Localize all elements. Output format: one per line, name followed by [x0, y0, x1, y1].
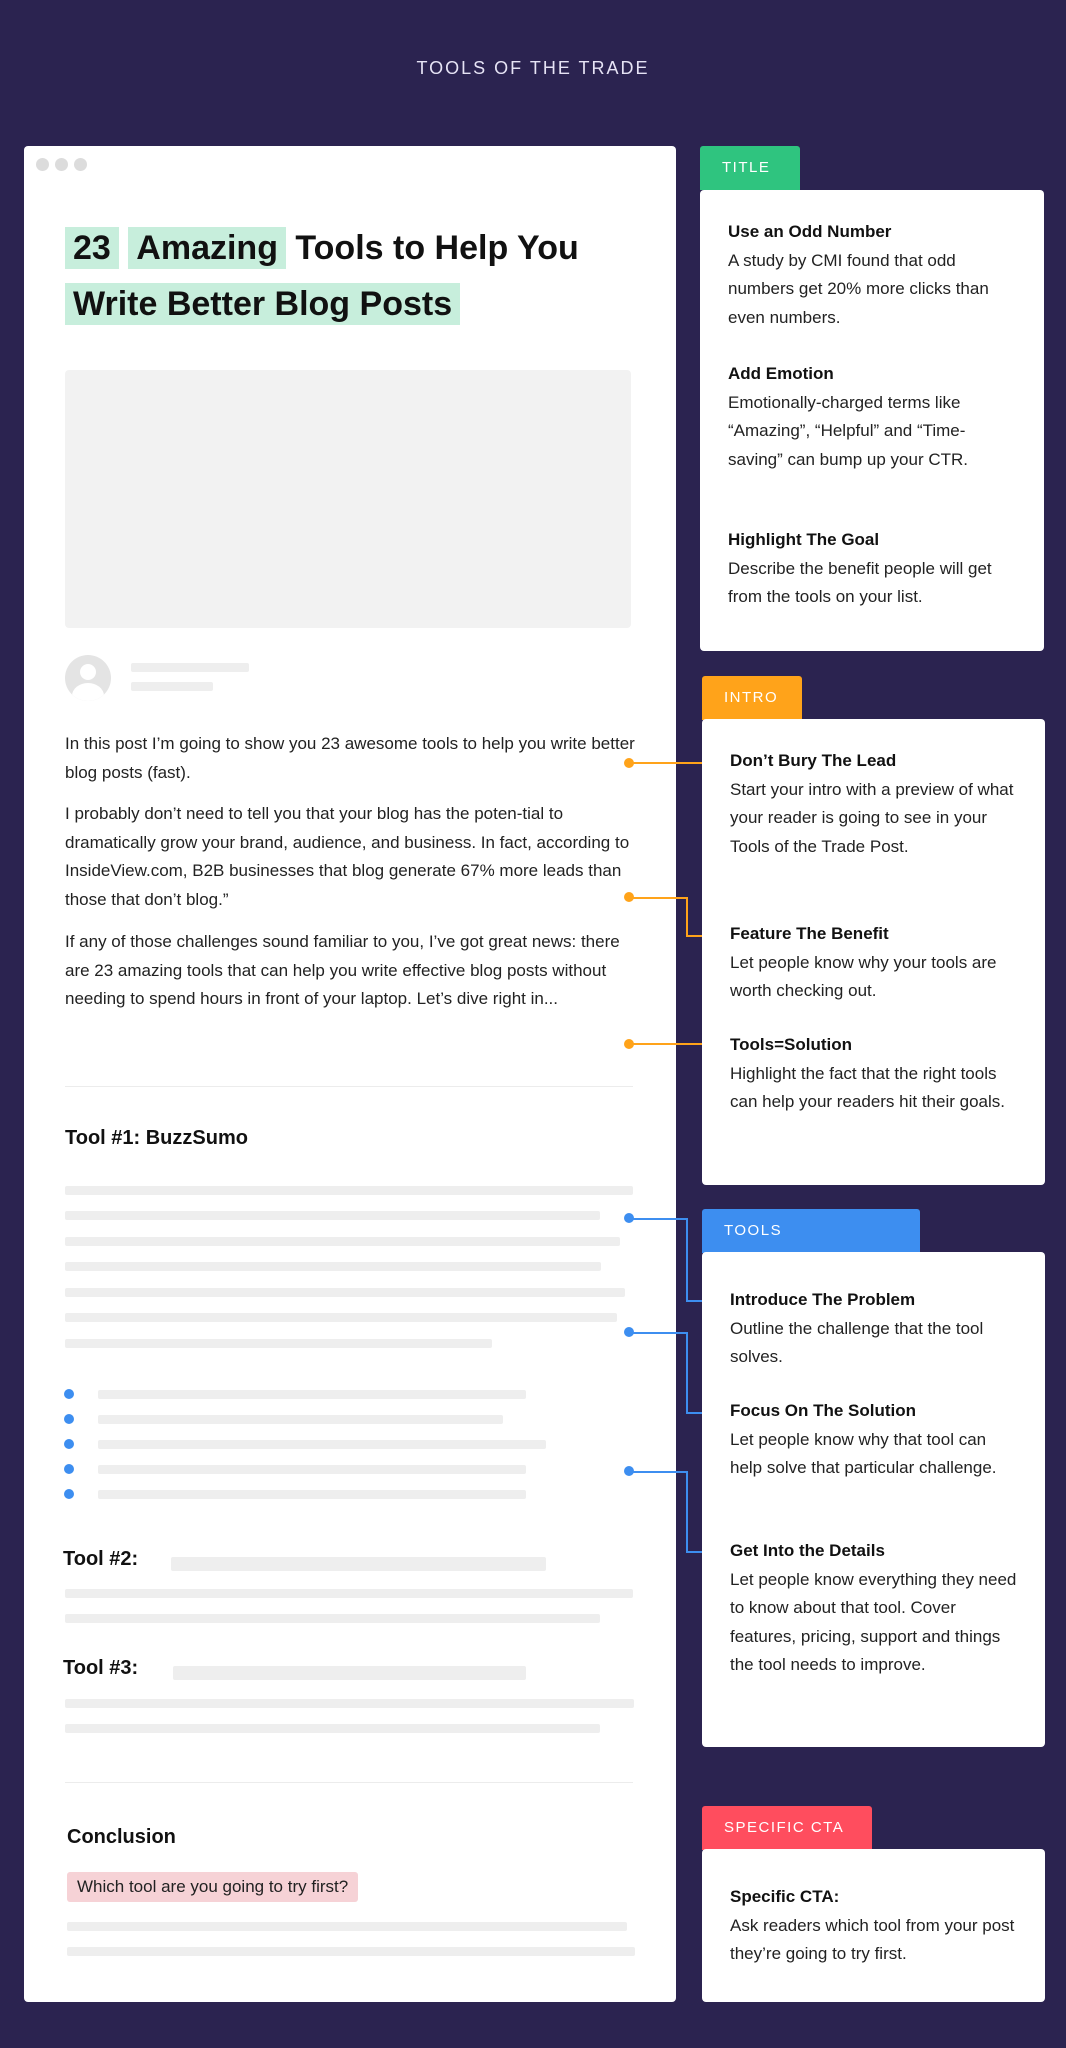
title-emotion-highlight: Amazing [128, 227, 286, 269]
text-line-placeholder [65, 1724, 600, 1733]
tool-2-heading: Tool #2: [63, 1548, 139, 1570]
title-number-highlight: 23 [65, 227, 119, 269]
list-line-placeholder [98, 1415, 503, 1424]
author-name-placeholder [131, 663, 249, 672]
tool-1-heading: Tool #1: BuzzSumo [65, 1127, 248, 1149]
tool-3-heading: Tool #3: [63, 1657, 139, 1679]
bullet [64, 1464, 74, 1474]
tools-connector-line [629, 1332, 687, 1334]
intro-connector-line [629, 897, 687, 899]
intro-item-text: Let people know why your tools are worth checking out. [730, 952, 997, 1000]
section-divider [65, 1782, 633, 1783]
tools-item-heading: Get Into the Details [730, 1541, 885, 1560]
bullet [64, 1439, 74, 1449]
tools-item-3 [730, 1537, 1021, 1680]
tool-name-placeholder [171, 1557, 546, 1571]
cta-annotation-card [702, 1849, 1045, 2002]
intro-annotation-card [702, 719, 1045, 1185]
title-item-heading: Highlight The Goal [728, 530, 880, 549]
tools-connector-line [686, 1412, 702, 1414]
text-line-placeholder [65, 1288, 625, 1297]
tools-connector-line [686, 1332, 688, 1414]
title-annotation-card [700, 190, 1044, 651]
intro-paragraph-1: In this post I’m going to show you 23 awesome tools to help you write better blog posts (fast). [65, 734, 635, 782]
intro-paragraph-2: I probably don’t need to tell you that your blog has the poten-tial to dramatically grow your brand, audience, and business. In fact, according to InsideView.com, B2B businesses that blog generate 67% more leads than those that don’t blog.” [65, 804, 630, 909]
tools-annotation-card [702, 1252, 1045, 1747]
cta-item-text: Ask readers which tool from your post they’re going to try first. [730, 1915, 1015, 1963]
conclusion-heading: Conclusion [67, 1826, 176, 1848]
title-item-2 [728, 360, 1020, 474]
page-header: TOOLS OF THE TRADE [416, 58, 650, 78]
bullet [64, 1489, 74, 1499]
title-tab: TITLE [700, 146, 800, 190]
post-title [65, 220, 579, 332]
title-item-3 [728, 526, 1020, 612]
intro-item-3 [730, 1031, 1021, 1117]
text-line-placeholder [65, 1614, 600, 1623]
tools-connector-line [686, 1471, 688, 1553]
intro-connector-line [686, 935, 702, 937]
intro-connector-line [686, 897, 688, 937]
cta-question-highlight: Which tool are you going to try first? [67, 1872, 358, 1902]
text-line-placeholder [67, 1922, 627, 1931]
tools-item-text: Let people know everything they need to know about that tool. Cover features, pricing, support and things the tool needs to improve. [730, 1569, 1017, 1674]
blog-post-mockup [24, 146, 676, 2002]
cta-tab: SPECIFIC CTA [702, 1806, 872, 1850]
tools-connector-line [686, 1218, 688, 1302]
tools-item-1 [730, 1286, 1021, 1372]
list-line-placeholder [98, 1390, 526, 1399]
tool-name-placeholder [173, 1666, 526, 1680]
title-item-1 [728, 218, 1020, 332]
section-divider [65, 1086, 633, 1087]
list-line-placeholder [98, 1440, 546, 1449]
text-line-placeholder [65, 1186, 633, 1195]
intro-item-heading: Don’t Bury The Lead [730, 751, 897, 770]
window-controls [36, 158, 93, 176]
tools-connector-line [629, 1471, 687, 1473]
text-line-placeholder [65, 1237, 620, 1246]
post-date-placeholder [131, 682, 213, 691]
tools-item-2 [730, 1397, 1021, 1483]
title-item-text: Describe the benefit people will get from the tools on your list. [728, 558, 992, 606]
list-line-placeholder [98, 1465, 526, 1474]
text-line-placeholder [65, 1211, 600, 1220]
cta-item-heading: Specific CTA: [730, 1887, 840, 1906]
intro-item-heading: Feature The Benefit [730, 924, 889, 943]
tools-tab: TOOLS [702, 1209, 920, 1253]
list-line-placeholder [98, 1490, 526, 1499]
tools-item-heading: Introduce The Problem [730, 1290, 916, 1309]
intro-paragraph-3: If any of those challenges sound familiar to you, I’ve got great news: there are 23 amazing tools that can help you write effective blog posts without needing to spend hours in front of your laptop. Let’s dive right in... [65, 932, 620, 1008]
intro-item-text: Start your intro with a preview of what your reader is going to see in your Tools of the Trade Post. [730, 779, 1014, 856]
title-item-heading: Use an Odd Number [728, 222, 892, 241]
title-rest: Tools to Help You [295, 229, 579, 267]
tools-item-heading: Focus On The Solution [730, 1401, 917, 1420]
title-item-text: A study by CMI found that odd numbers get 20% more clicks than even numbers. [728, 250, 989, 327]
tools-connector-line [629, 1218, 687, 1220]
intro-item-2 [730, 920, 1021, 1006]
title-item-text: Emotionally-charged terms like “Amazing”, “Helpful” and “Time-saving” can bump up your CTR. [728, 392, 968, 469]
intro-item-heading: Tools=Solution [730, 1035, 852, 1054]
text-line-placeholder [65, 1313, 617, 1322]
intro-connector-line [629, 1043, 702, 1045]
title-item-heading: Add Emotion [728, 364, 834, 383]
bullet [64, 1389, 74, 1399]
text-line-placeholder [65, 1339, 492, 1348]
tools-item-text: Let people know why that tool can help solve that particular challenge. [730, 1429, 997, 1477]
author-avatar [65, 655, 111, 701]
bullet [64, 1414, 74, 1424]
text-line-placeholder [65, 1262, 601, 1271]
cta-item-1 [730, 1883, 1021, 1969]
intro-item-text: Highlight the fact that the right tools can help your readers hit their goals. [730, 1063, 1005, 1111]
text-line-placeholder [67, 1947, 635, 1956]
text-line-placeholder [65, 1699, 634, 1708]
title-goal-highlight: Write Better Blog Posts [65, 283, 460, 325]
tools-item-text: Outline the challenge that the tool solves. [730, 1318, 984, 1366]
featured-image-placeholder [65, 370, 631, 628]
tools-connector-line [686, 1551, 702, 1553]
tools-connector-line [686, 1300, 702, 1302]
intro-item-1 [730, 747, 1021, 861]
intro-tab: INTRO [702, 676, 802, 720]
text-line-placeholder [65, 1589, 633, 1598]
intro-connector-line [629, 762, 702, 764]
